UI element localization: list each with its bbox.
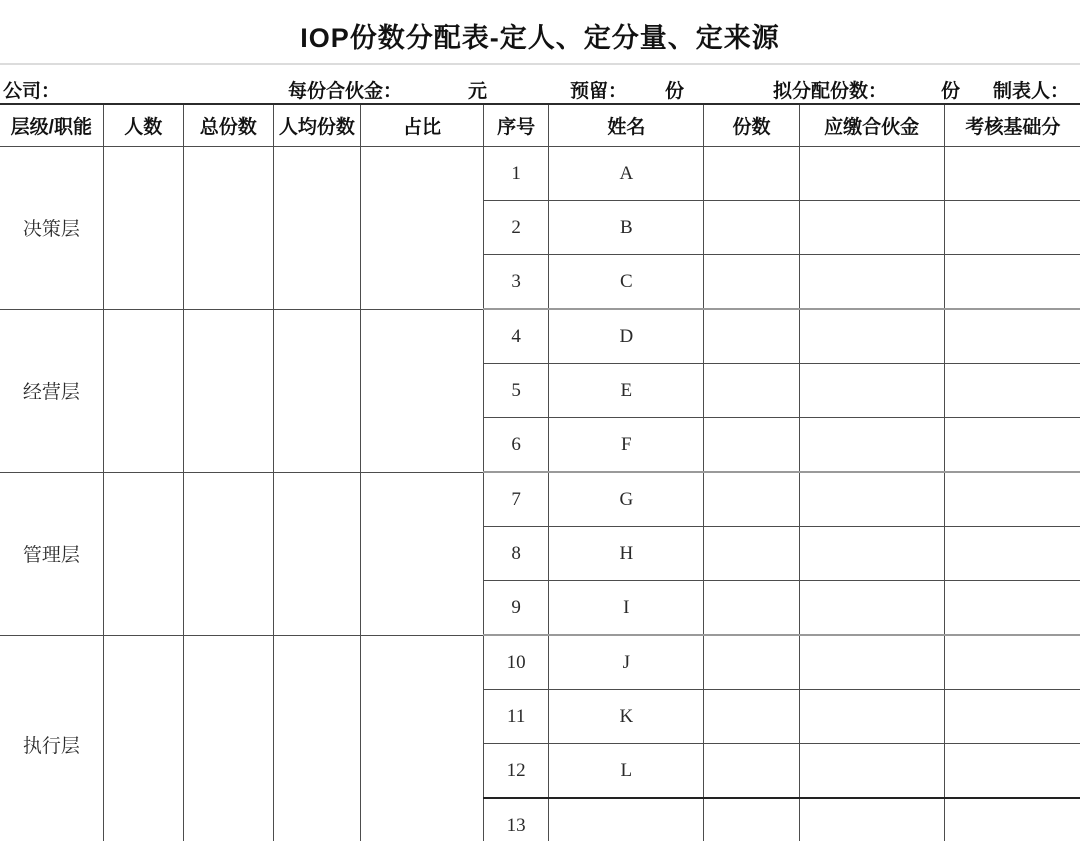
serial-cell: 11 xyxy=(484,690,549,744)
shares-cell xyxy=(704,201,799,255)
tier-total-shares-cell xyxy=(183,635,273,841)
title-divider xyxy=(0,63,1080,65)
planned-shares-unit: 份 xyxy=(941,81,961,102)
name-cell: H xyxy=(549,527,704,581)
base-score-cell xyxy=(944,744,1080,799)
base-score-cell xyxy=(944,255,1080,310)
name-cell: J xyxy=(549,635,704,690)
due-capital-cell xyxy=(799,798,944,841)
serial-cell: 6 xyxy=(484,418,549,473)
name-cell: F xyxy=(549,418,704,473)
serial-cell: 10 xyxy=(484,635,549,690)
planned-shares-label: 拟分配份数： xyxy=(773,81,888,102)
shares-cell xyxy=(704,690,799,744)
base-score-cell xyxy=(944,472,1080,527)
serial-cell: 8 xyxy=(484,527,549,581)
tier-avg-shares-cell xyxy=(273,472,360,635)
table-row xyxy=(0,309,1080,364)
base-score-cell xyxy=(944,201,1080,255)
shares-cell xyxy=(704,744,799,799)
info-bar xyxy=(0,72,1080,102)
due-capital-cell xyxy=(799,690,944,744)
per-share-capital-label: 每份合伙金： xyxy=(288,81,403,102)
col-header-people-count: 人数 xyxy=(103,104,183,147)
tier-people-count-cell xyxy=(103,472,183,635)
due-capital-cell xyxy=(799,418,944,473)
table-header-row xyxy=(0,104,1080,147)
tier-avg-shares-cell xyxy=(273,147,360,310)
base-score-cell xyxy=(944,309,1080,364)
allocation-table xyxy=(0,103,1080,841)
shares-cell xyxy=(704,472,799,527)
due-capital-cell xyxy=(799,472,944,527)
tier-total-shares-cell xyxy=(183,472,273,635)
company-field-label: 公司： xyxy=(3,81,61,102)
col-header-tier: 层级/职能 xyxy=(0,104,103,147)
tier-people-count-cell xyxy=(103,309,183,472)
base-score-cell xyxy=(944,635,1080,690)
base-score-cell xyxy=(944,147,1080,201)
serial-cell: 12 xyxy=(484,744,549,799)
base-score-cell xyxy=(944,364,1080,418)
shares-cell xyxy=(704,418,799,473)
tier-ratio-cell xyxy=(360,309,483,472)
shares-cell xyxy=(704,635,799,690)
due-capital-cell xyxy=(799,147,944,201)
reserved-shares-blank xyxy=(627,96,665,97)
name-cell: B xyxy=(549,201,704,255)
col-header-ratio: 占比 xyxy=(360,104,483,147)
col-header-due-capital: 应缴合伙金 xyxy=(799,104,944,147)
tier-avg-shares-cell xyxy=(273,309,360,472)
name-cell: K xyxy=(549,690,704,744)
due-capital-cell xyxy=(799,364,944,418)
serial-cell: 5 xyxy=(484,364,549,418)
base-score-cell xyxy=(944,690,1080,744)
due-capital-cell xyxy=(799,744,944,799)
col-header-avg-shares: 人均份数 xyxy=(273,104,360,147)
shares-cell xyxy=(704,309,799,364)
reserved-shares-unit: 份 xyxy=(665,81,685,102)
planned-shares-blank xyxy=(887,96,941,97)
name-cell: L xyxy=(549,744,704,799)
name-cell: G xyxy=(549,472,704,527)
shares-cell xyxy=(704,581,799,636)
due-capital-cell xyxy=(799,309,944,364)
name-cell: E xyxy=(549,364,704,418)
table-row xyxy=(0,147,1080,201)
serial-cell: 2 xyxy=(484,201,549,255)
tier-avg-shares-cell xyxy=(273,635,360,841)
tier-ratio-cell xyxy=(360,147,483,310)
table-row xyxy=(0,635,1080,690)
base-score-cell xyxy=(944,798,1080,841)
name-cell: A xyxy=(549,147,704,201)
name-cell: C xyxy=(549,255,704,310)
tier-label-cell: 经营层 xyxy=(0,309,103,472)
serial-cell: 4 xyxy=(484,309,549,364)
shares-cell xyxy=(704,364,799,418)
per-share-capital-blank xyxy=(402,96,468,97)
tier-people-count-cell xyxy=(103,635,183,841)
serial-cell: 1 xyxy=(484,147,549,201)
base-score-cell xyxy=(944,418,1080,473)
reserved-shares-label: 预留： xyxy=(570,81,628,102)
tier-people-count-cell xyxy=(103,147,183,310)
due-capital-cell xyxy=(799,581,944,636)
due-capital-cell xyxy=(799,255,944,310)
base-score-cell xyxy=(944,581,1080,636)
due-capital-cell xyxy=(799,635,944,690)
due-capital-cell xyxy=(799,201,944,255)
tier-label-cell: 执行层 xyxy=(0,635,103,841)
tier-label-cell: 管理层 xyxy=(0,472,103,635)
reserved-shares-field xyxy=(570,76,684,106)
shares-cell xyxy=(704,147,799,201)
col-header-shares: 份数 xyxy=(704,104,799,147)
preparer-field-label: 制表人： xyxy=(993,81,1070,102)
serial-cell: 7 xyxy=(484,472,549,527)
per-share-capital-field xyxy=(288,76,487,106)
name-cell xyxy=(549,798,704,841)
tier-total-shares-cell xyxy=(183,309,273,472)
col-header-base-score: 考核基础分 xyxy=(944,104,1080,147)
col-header-total-shares: 总份数 xyxy=(183,104,273,147)
shares-cell xyxy=(704,527,799,581)
planned-shares-field xyxy=(773,76,960,106)
shares-cell xyxy=(704,798,799,841)
tier-ratio-cell xyxy=(360,635,483,841)
page-title: IOP份数分配表-定人、定分量、定来源 xyxy=(300,23,780,53)
due-capital-cell xyxy=(799,527,944,581)
name-cell: I xyxy=(549,581,704,636)
base-score-cell xyxy=(944,527,1080,581)
serial-cell: 3 xyxy=(484,255,549,310)
tier-ratio-cell xyxy=(360,472,483,635)
table-row xyxy=(0,472,1080,527)
shares-cell xyxy=(704,255,799,310)
tier-total-shares-cell xyxy=(183,147,273,310)
name-cell: D xyxy=(549,309,704,364)
col-header-name: 姓名 xyxy=(549,104,704,147)
col-header-serial: 序号 xyxy=(484,104,549,147)
per-share-capital-unit: 元 xyxy=(468,81,488,102)
serial-cell: 9 xyxy=(484,581,549,636)
serial-cell: 13 xyxy=(484,798,549,841)
tier-label-cell: 决策层 xyxy=(0,147,103,310)
